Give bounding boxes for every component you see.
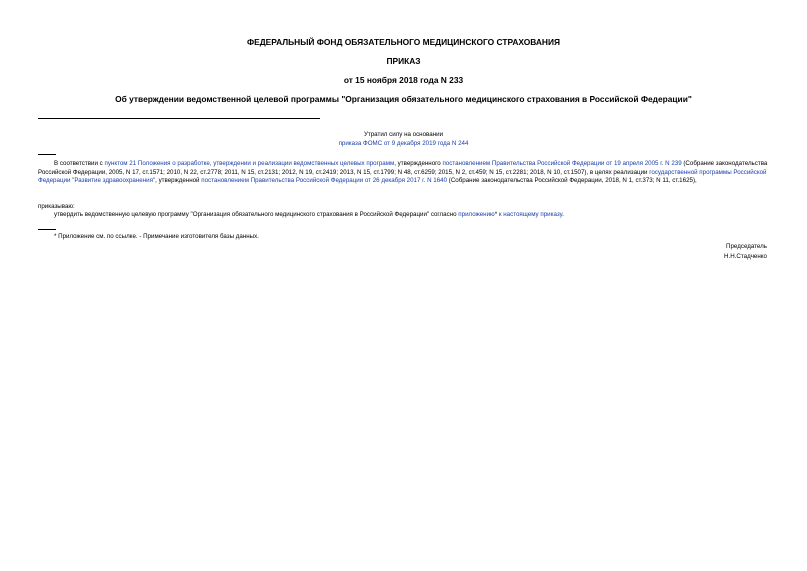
signature-position: Председатель: [726, 243, 767, 250]
state-program-health-link[interactable]: государственной программы Российской Федерации "Развитие здравоохранения": [38, 168, 767, 185]
organization-name: ФЕДЕРАЛЬНЫЙ ФОНД ОБЯЗАТЕЛЬНОГО МЕДИЦИНСКОГО СТРАХОВАНИЯ: [246, 37, 561, 47]
document-type: ПРИКАЗ: [386, 56, 421, 66]
status-label: Утратил силу на основании: [363, 131, 444, 138]
government-resolution-1640-link[interactable]: постановлением Правительства Российской Федерации от 26 декабря 2017 г. N 1640: [201, 177, 448, 185]
order-word: приказываю:: [38, 203, 75, 210]
section-mark: [38, 154, 56, 155]
status-link-line: [0, 140, 807, 149]
preamble-text-3: (Собрание законодательства Российской Федерации, 2005, N 17, ст.1571; 2010, N 22, ст.2778; 2011, N 15, ст.2131; 2012, N 19, ст.2419; 2013, N 15, ст.1799; N 48, ст.6259; 2015, N 2, ст.459; N 15, ст.2281; 2018, N 10, ст.1507), в целях реализации: [38, 160, 768, 176]
preamble-paragraph: [38, 160, 770, 186]
order-text-1: утвердить ведомственную целевую программу "Организация обязательного медицинского страхования в Российской Федерации" согласно: [54, 211, 459, 218]
preamble-text-2: , утвержденного: [394, 160, 443, 167]
preamble-text-4: , утвержденной: [155, 177, 202, 185]
footnote: * Приложение см. по ссылке. - Примечание изготовителя базы данных.: [54, 233, 259, 240]
government-resolution-239-link[interactable]: постановлением Правительства Российской Федерации от 19 апреля 2005 г. N 239: [442, 160, 682, 167]
order-paragraph: [38, 211, 770, 220]
regulation-point-21-link[interactable]: пунктом 21 Положения о разработке, утверждении и реализации ведомственных целевых программ: [104, 160, 395, 167]
order-text-2: *: [494, 211, 499, 218]
signature-name: Н.Н.Стадченко: [724, 253, 767, 260]
appendix-link[interactable]: приложению: [458, 211, 495, 218]
header-divider: [38, 118, 320, 119]
document-title: Об утверждении ведомственной целевой программы "Организация обязательного медицинского страхования в Российской Федерации": [115, 94, 692, 104]
this-order-link[interactable]: к настоящему приказу: [498, 211, 563, 218]
document-date-number: от 15 ноября 2018 года N 233: [343, 75, 464, 85]
footnote-divider: [38, 229, 56, 230]
repeal-order-link[interactable]: приказа ФОМС от 9 декабря 2019 года N 244: [338, 140, 469, 147]
order-text-3: .: [562, 211, 564, 218]
preamble-text-5: (Собрание законодательства Российской Федерации, 2018, N 1, ст.373; N 11, ст.1625),: [447, 177, 697, 185]
preamble-text-1: В соответствии с: [54, 160, 105, 167]
